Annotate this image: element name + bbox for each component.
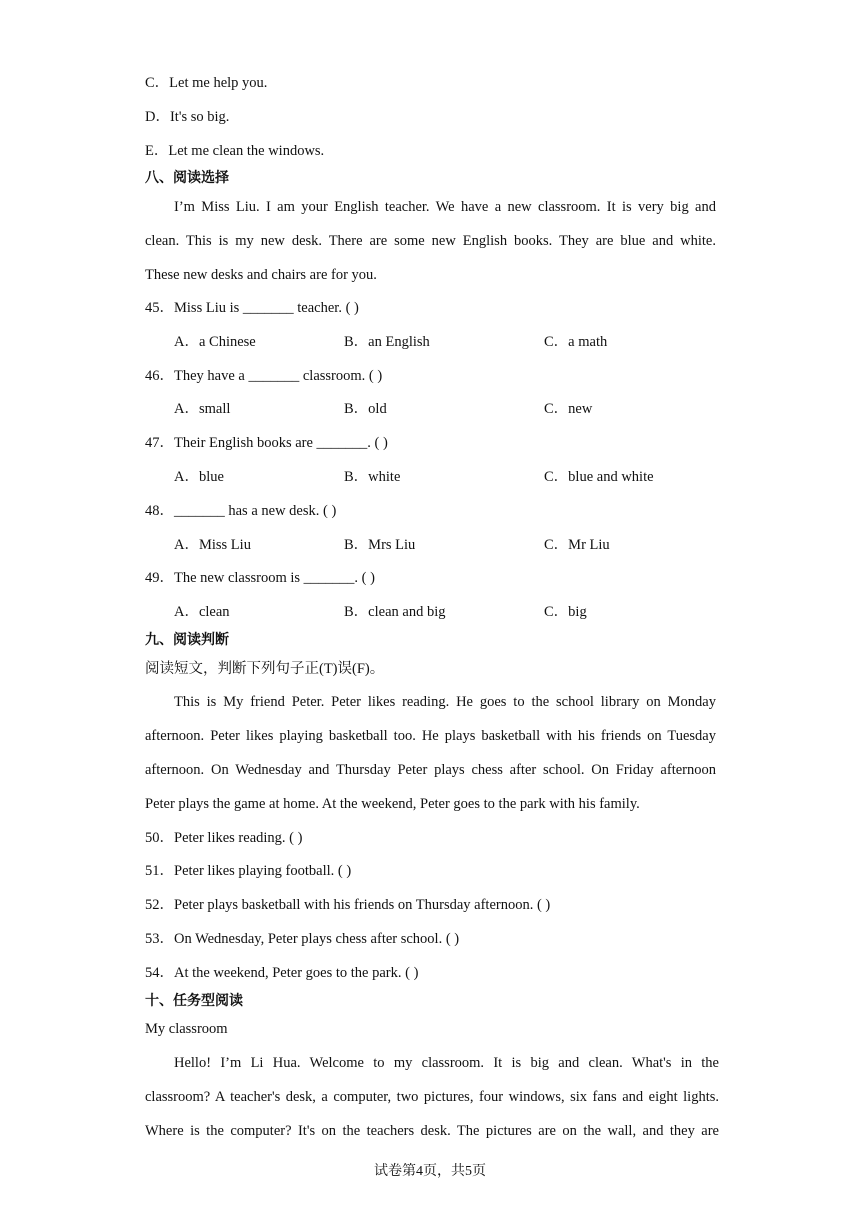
q46-option-a: A．small bbox=[174, 401, 231, 417]
passage-line: I’m Miss Liu. I am your English teacher. We have a new classroom. It is very big and bbox=[174, 199, 716, 215]
q46-option-b: B．old bbox=[344, 401, 387, 417]
question-45: 45．Miss Liu is _______ teacher. ( ) bbox=[145, 300, 359, 316]
statement-54: 54．At the weekend, Peter goes to the park. ( ) bbox=[145, 965, 419, 981]
q49-option-b: B．clean and big bbox=[344, 604, 446, 620]
question-46: 46．They have a _______ classroom. ( ) bbox=[145, 368, 383, 384]
question-48: 48．_______ has a new desk. ( ) bbox=[145, 503, 337, 519]
statement-52: 52．Peter plays basketball with his friends on Thursday afternoon. ( ) bbox=[145, 897, 551, 913]
statement-53: 53．On Wednesday, Peter plays chess after school. ( ) bbox=[145, 931, 460, 947]
passage-line: Where is the computer? It's on the teachers desk. The pictures are on the wall, and they are bbox=[145, 1123, 719, 1139]
q49-option-c: C．big bbox=[544, 604, 587, 620]
page-footer: 试卷第4页，共5页 bbox=[374, 1164, 486, 1179]
section-10-passage bbox=[145, 1053, 719, 1141]
statement-51: 51．Peter likes playing football. ( ) bbox=[145, 863, 352, 879]
passage-line: afternoon. Peter likes playing basketball too. He plays basketball with his friends on Tuesday bbox=[145, 728, 716, 744]
statement-50: 50．Peter likes reading. ( ) bbox=[145, 830, 303, 846]
section-8-title: 八、阅读选择 bbox=[145, 170, 229, 186]
q46-option-c: C．new bbox=[544, 401, 593, 417]
q45-option-c: C．a math bbox=[544, 334, 608, 350]
section-9-passage bbox=[145, 692, 716, 814]
passage-line: Peter plays the game at home. At the weekend, Peter goes to the park with his family. bbox=[145, 796, 640, 812]
q47-option-b: B．white bbox=[344, 469, 401, 485]
q45-option-a: A．a Chinese bbox=[174, 334, 256, 350]
q45-option-b: B．an English bbox=[344, 334, 430, 350]
passage-line: afternoon. On Wednesday and Thursday Peter plays chess after school. On Friday afternoon bbox=[145, 762, 716, 778]
option-c: C．Let me help you. bbox=[145, 75, 268, 91]
section-8-passage bbox=[145, 197, 716, 285]
q47-option-c: C．blue and white bbox=[544, 469, 654, 485]
section-9-instruction: 阅读短文，判断下列句子正(T)误(F)。 bbox=[145, 661, 385, 677]
passage-line: Hello! I’m Li Hua. Welcome to my classroom. It is big and clean. What's in the bbox=[174, 1055, 719, 1071]
q48-option-c: C．Mr Liu bbox=[544, 537, 610, 553]
section-9-title: 九、阅读判断 bbox=[145, 632, 229, 648]
q48-option-b: B．Mrs Liu bbox=[344, 537, 416, 553]
question-49: 49．The new classroom is _______. ( ) bbox=[145, 570, 375, 586]
passage-line: clean. This is my new desk. There are some new English books. They are blue and white. bbox=[145, 233, 716, 249]
option-e: E．Let me clean the windows. bbox=[145, 143, 325, 159]
passage-line: classroom? A teacher's desk, a computer, two pictures, four windows, six fans and eight lights. bbox=[145, 1089, 719, 1105]
option-d: D．It's so big. bbox=[145, 109, 230, 125]
q49-option-a: A．clean bbox=[174, 604, 230, 620]
passage-line: This is My friend Peter. Peter likes reading. He goes to the school library on Monday bbox=[174, 694, 716, 710]
section-10-title: 十、任务型阅读 bbox=[145, 993, 243, 1009]
q48-option-a: A．Miss Liu bbox=[174, 537, 251, 553]
passage-line: These new desks and chairs are for you. bbox=[145, 267, 377, 283]
question-47: 47．Their English books are _______. ( ) bbox=[145, 435, 388, 451]
q47-option-a: A．blue bbox=[174, 469, 224, 485]
section-10-subtitle: My classroom bbox=[145, 1021, 228, 1037]
